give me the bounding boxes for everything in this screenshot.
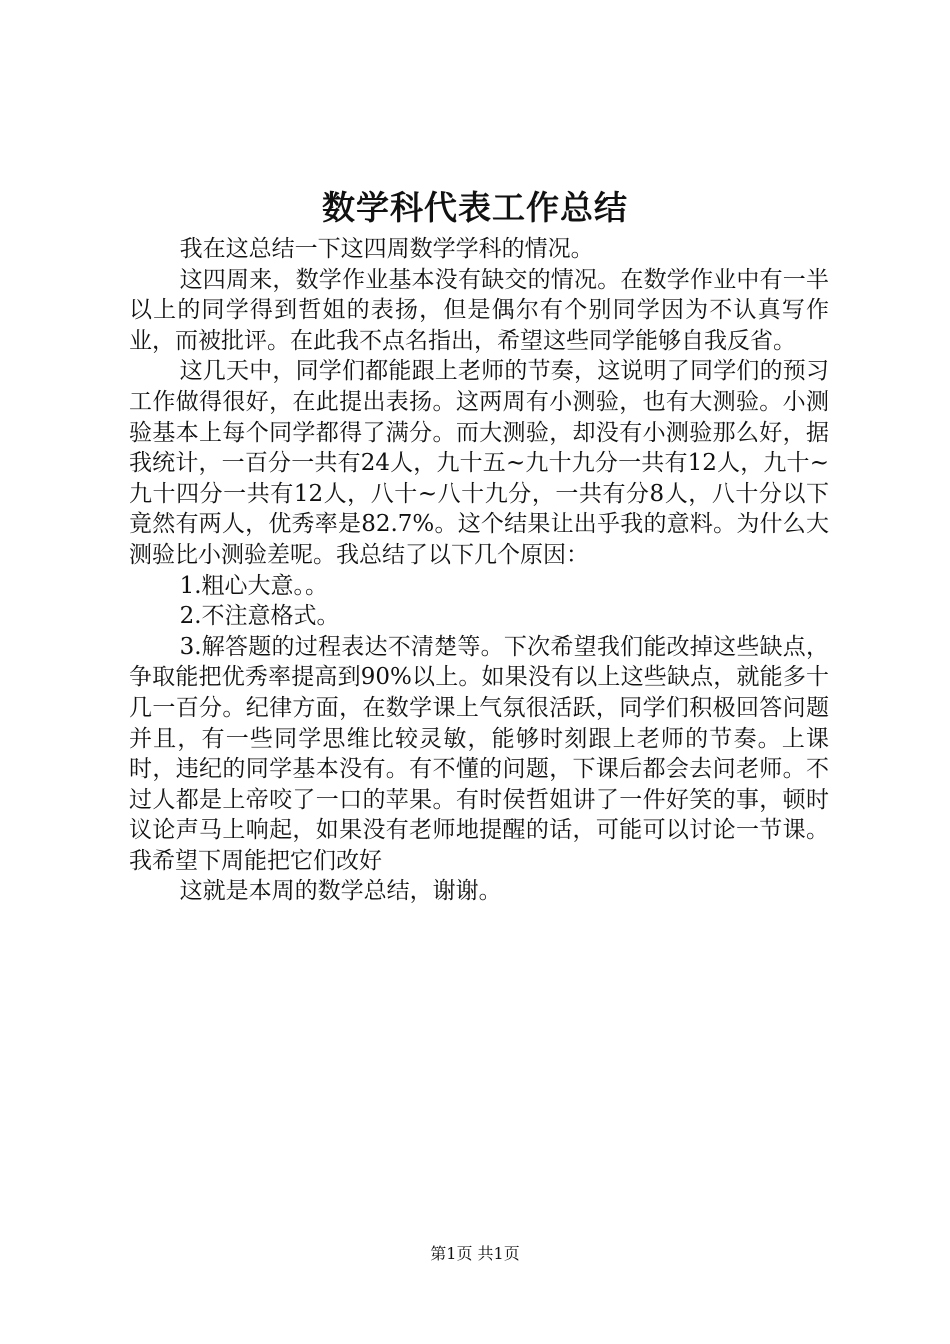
list-item-reason-2: 2.不注意格式。 xyxy=(179,603,340,630)
list-item-reason-3: 3.解答题的过程表达不清楚等。下次希望我们能改掉这些缺点，争取能把优秀率提高到90%以上。如果没有以上这些缺点，就能多十几一百分。纪律方面，在数学课上气氛很活跃，同学们积极回答问题并且，有一些同学思维比较灵敏，能够时刻跟上老师的节奏。上课时，违纪的同学基本没有。有不懂的问题，下课后都会去问老师。不过人都是上帝咬了一口的苹果。有时侯哲姐讲了一件好笑的事，顿时议论声马上响起，如果没有老师地提醒的话，可能可以讨论一节课。我希望下周能把它们改好 xyxy=(129,633,829,874)
document-body xyxy=(129,234,829,907)
paragraph-intro: 我在这总结一下这四周数学学科的情况。 xyxy=(179,236,594,262)
paragraph-tests: 这几天中，同学们都能跟上老师的节奏，这说明了同学们的预习工作做得很好，在此提出表扬。这两周有小测验，也有大测验。小测验基本上每个同学都得了满分。而大测验，却没有小测验那么好，据我统计，一百分一共有24人，九十五~九十九分一共有12人，九十~九十四分一共有12人，八十~八十九分，一共有分8人，八十分以下竟然有两人，优秀率是82.7%。这个结果让出乎我的意料。为什么大测验比小测验差呢。我总结了以下几个原因： xyxy=(129,358,829,568)
page-footer: 第1页 共1页 xyxy=(430,1244,520,1263)
document-title: 数学科代表工作总结 xyxy=(322,188,628,227)
paragraph-closing: 这就是本周的数学总结，谢谢。 xyxy=(179,878,502,905)
paragraph-homework: 这四周来，数学作业基本没有缺交的情况。在数学作业中有一半以上的同学得到哲姐的表扬，但是偶尔有个别同学因为不认真写作业，而被批评。在此我不点名指出，希望这些同学能够自我反省。 xyxy=(129,266,829,354)
list-item-reason-1: 1.粗心大意。。 xyxy=(179,572,329,599)
